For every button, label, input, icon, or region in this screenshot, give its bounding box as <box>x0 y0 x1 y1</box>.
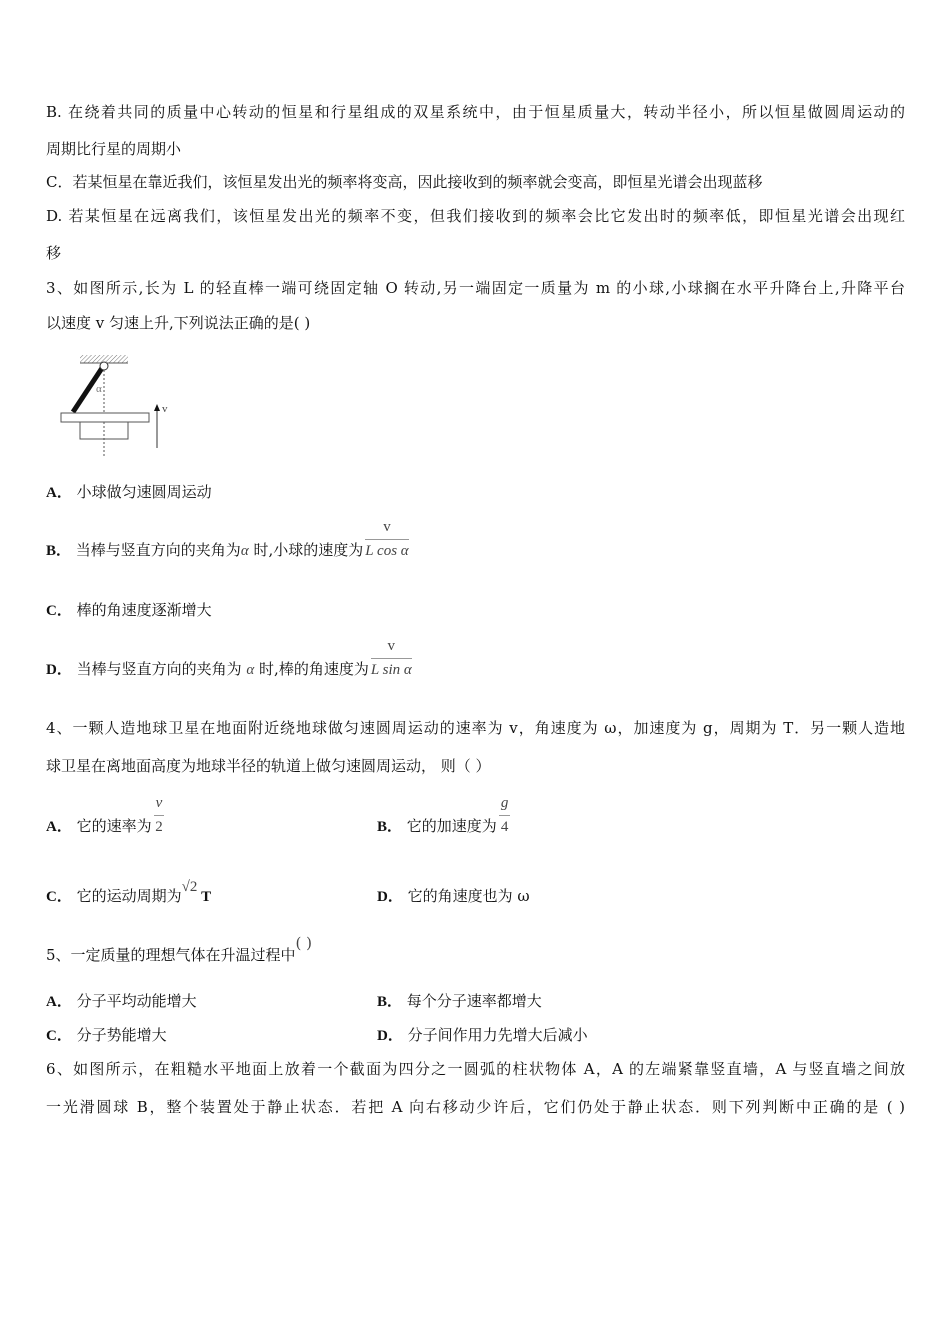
option-text: 它的速率为 <box>76 817 152 835</box>
numerator: v <box>154 795 165 816</box>
option-text: 时,小球的速度为 <box>248 541 364 559</box>
option-key: B． <box>377 994 403 1010</box>
denominator: L sin α <box>370 662 412 678</box>
q3-option-b <box>46 519 409 561</box>
option-text: 它的角速度也为 ω <box>407 887 530 905</box>
angle-label: α <box>96 383 102 395</box>
alpha-symbol: α <box>246 662 255 678</box>
option-text: 时,棒的角速度为 <box>254 660 369 678</box>
q5-option-d <box>377 1025 588 1046</box>
option-key: A． <box>46 994 72 1010</box>
q4-option-b <box>377 795 510 837</box>
q3-stem-line1: 3、如图所示,长为 L 的轻直棒一端可绕固定轴 O 转动,另一端固定一质量为 m 的小球,小球搁在水平升降台上,升降平台 <box>46 279 905 297</box>
option-key: A． <box>46 485 72 501</box>
q5-option-b <box>377 991 542 1012</box>
q2-option-d-line1: D. 若某恒星在远离我们，该恒星发出光的频率不变，但我们接收到的频率会比它发出时的频率低，即恒星光谱会出现红 <box>46 207 905 225</box>
q4-option-a <box>46 795 164 837</box>
sqrt-2: √2 <box>181 879 198 895</box>
q3-option-d <box>46 638 412 680</box>
fraction <box>365 519 408 559</box>
fraction <box>499 795 511 835</box>
pivot-o <box>100 362 108 370</box>
q5-option-c <box>46 1025 167 1046</box>
alpha-symbol: α <box>240 543 249 559</box>
option-key: C． <box>46 603 72 619</box>
option-text: 分子间作用力先增大后减小 <box>407 1026 588 1044</box>
option-key: A． <box>46 819 72 835</box>
stem-text: 5、一定质量的理想气体在升温过程中 <box>46 946 296 964</box>
q5-stem <box>46 934 313 965</box>
option-text: 当棒与竖直方向的夹角为 <box>75 541 241 559</box>
option-text: 当棒与竖直方向的夹角为 <box>76 660 247 678</box>
option-text: 每个分子速率都增大 <box>406 992 542 1010</box>
fraction <box>371 638 412 678</box>
q6-stem-line1: 6、如图所示，在粗糙水平地面上放着一个截面为四分之一圆弧的柱状物体 A，A 的左端紧靠竖直墙，A 与竖直墙之间放 <box>46 1060 905 1078</box>
option-text: 小球做匀速圆周运动 <box>76 483 212 501</box>
numerator: v <box>371 638 412 659</box>
period-symbol: T <box>197 889 212 905</box>
option-text: 它的加速度为 <box>406 817 497 835</box>
q3-stem-line2: 以速度 v 匀速上升,下列说法正确的是( ) <box>46 314 311 332</box>
denominator: L cos α <box>365 543 409 559</box>
denominator: 4 <box>500 819 509 835</box>
velocity-label: v <box>162 403 168 415</box>
q2-option-d-line2: 移 <box>46 244 62 262</box>
option-key: D． <box>377 1028 403 1044</box>
numerator: v <box>365 519 408 540</box>
q2-option-c: C．若某恒星在靠近我们，该恒星发出光的频率将变高，因此接收到的频率就会变高，即恒星光谱会出现蓝移 <box>46 173 763 191</box>
denominator: 2 <box>155 819 163 835</box>
option-key: B． <box>46 543 72 559</box>
option-key: D． <box>377 889 403 905</box>
q4-option-c <box>46 879 212 907</box>
option-key: D． <box>46 662 72 678</box>
numerator: g <box>499 795 511 816</box>
q4-stem-line2: 球卫星在离地面高度为地球半径的轨道上做匀速圆周运动， 则（ ） <box>46 757 491 775</box>
q2-option-b-line1: B. 在绕着共同的质量中心转动的恒星和行星组成的双星系统中，由于恒星质量大，转动半径小，所以恒星做圆周运动的 <box>46 103 905 121</box>
answer-blank: ( ) <box>295 934 313 952</box>
q3-option-c <box>46 600 212 621</box>
q6-stem-line2: 一光滑圆球 B，整个装置处于静止状态．若把 A 向右移动少许后，它们仍处于静止状态．则下列判断中正确的是 ( ) <box>46 1098 905 1116</box>
q4-option-d <box>377 886 530 907</box>
option-key: C． <box>46 889 72 905</box>
q3-option-a <box>46 482 212 503</box>
option-text: 棒的角速度逐渐增大 <box>76 601 212 619</box>
option-key: B． <box>377 819 403 835</box>
q4-stem-line1: 4、一颗人造地球卫星在地面附近绕地球做匀速圆周运动的速率为 v，角速度为 ω，加速度为 g，周期为 T．另一颗人造地 <box>46 719 905 737</box>
rod-platform-figure <box>58 350 178 460</box>
option-key: C． <box>46 1028 72 1044</box>
option-text: 它的运动周期为 <box>76 887 182 905</box>
q5-option-a <box>46 991 197 1012</box>
option-text: 分子平均动能增大 <box>76 992 197 1010</box>
fraction <box>154 795 165 835</box>
platform-top <box>61 413 149 422</box>
q2-option-b-line2: 周期比行星的周期小 <box>46 140 182 158</box>
option-text: 分子势能增大 <box>76 1026 167 1044</box>
